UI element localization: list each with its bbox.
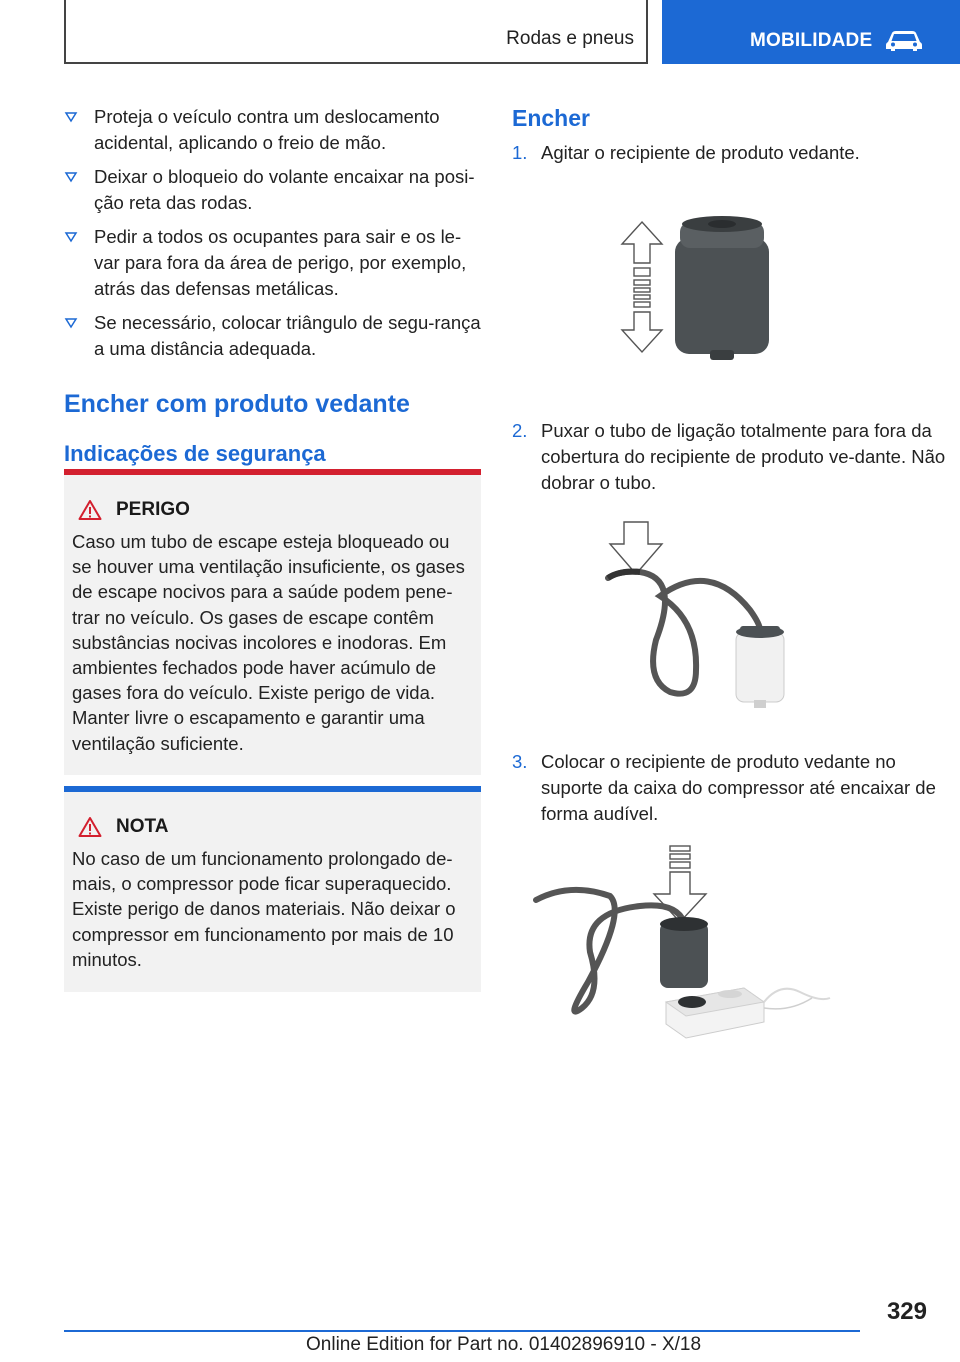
list-item xyxy=(64,164,482,216)
triangle-bullet-icon xyxy=(64,110,78,124)
insert-container-illustration xyxy=(530,842,840,1056)
step-text: Agitar o recipiente de produto vedante. xyxy=(541,142,860,163)
danger-bar xyxy=(64,469,481,475)
step-text: Puxar o tubo de ligação totalmente para fora da cobertura do recipiente de produto ve‐dante. Não dobrar o tubo. xyxy=(541,420,946,493)
note-title: NOTA xyxy=(116,816,169,837)
note-box xyxy=(64,786,481,992)
bullet-text: Se necessário, colocar triângulo de segu‐rança a uma distância adequada. xyxy=(94,312,481,359)
shake-container-illustration xyxy=(600,208,790,368)
note-text: No caso de um funcionamento prolongado de‐mais, o compressor pode ficar superaquecido. Existe perigo de danos materiais. Não deixar o compressor em funcionamento por mais de 10 minutos. xyxy=(72,848,456,970)
section-heading: Encher com produto vedante xyxy=(64,390,410,418)
bullet-text: Pedir a todos os ocupantes para sair e os le‐var para fora da área de perigo, por exemplo, atrás das defensas metálicas. xyxy=(94,226,467,299)
step-item xyxy=(512,140,922,166)
note-bar xyxy=(64,786,481,792)
step-number: 1. xyxy=(512,142,528,163)
danger-text: Caso um tubo de escape esteja bloqueado ou se houver uma ventilação insuficiente, os gases de escape nocivos para a saúde podem pene‐trar no veículo. Os gases de escape contêm substâncias nocivas incolores e inodoras. Em ambientes fechados pode haver acúmulo de gases fora do veículo. Existe perigo de vida. Manter livre o escapamento e garantir uma ventilação suficiente. xyxy=(72,531,465,754)
step-item xyxy=(512,749,951,827)
chapter-tab[interactable] xyxy=(662,0,960,64)
warning-triangle-icon xyxy=(78,816,102,838)
section-title: Rodas e pneus xyxy=(506,28,634,49)
car-icon xyxy=(884,28,924,52)
page-number: 329 xyxy=(886,1298,927,1325)
step-number: 2. xyxy=(512,420,528,441)
step-text: Colocar o recipiente de produto vedante no suporte da caixa do compressor até encaixar de forma audível. xyxy=(541,751,936,824)
list-item xyxy=(64,310,482,362)
bullet-text: Proteja o veículo contra um deslocamento acidental, aplicando o freio de mão. xyxy=(94,106,440,153)
danger-title: PERIGO xyxy=(116,499,190,520)
danger-box xyxy=(64,469,481,775)
left-column xyxy=(64,104,482,468)
edition-text: Online Edition for Part no. 01402896910 - X/18 xyxy=(306,1334,702,1355)
list-item xyxy=(64,224,482,302)
step-item xyxy=(512,418,951,496)
note-title-row xyxy=(72,816,473,838)
section-subheading: Indicações de segurança xyxy=(64,441,326,466)
danger-title-row xyxy=(72,499,473,521)
step-number: 3. xyxy=(512,751,528,772)
warning-triangle-icon xyxy=(78,499,102,521)
bullet-text: Deixar o bloqueio do volante encaixar na posi‐ção reta das rodas. xyxy=(94,166,475,213)
triangle-bullet-icon xyxy=(64,316,78,330)
triangle-bullet-icon xyxy=(64,170,78,184)
pull-hose-illustration xyxy=(600,520,800,716)
list-item xyxy=(64,104,482,156)
triangle-bullet-icon xyxy=(64,230,78,244)
right-column xyxy=(512,104,922,166)
chapter-label: MOBILIDADE xyxy=(750,30,873,51)
footer-rule xyxy=(64,1330,860,1332)
fill-heading: Encher xyxy=(512,105,590,131)
